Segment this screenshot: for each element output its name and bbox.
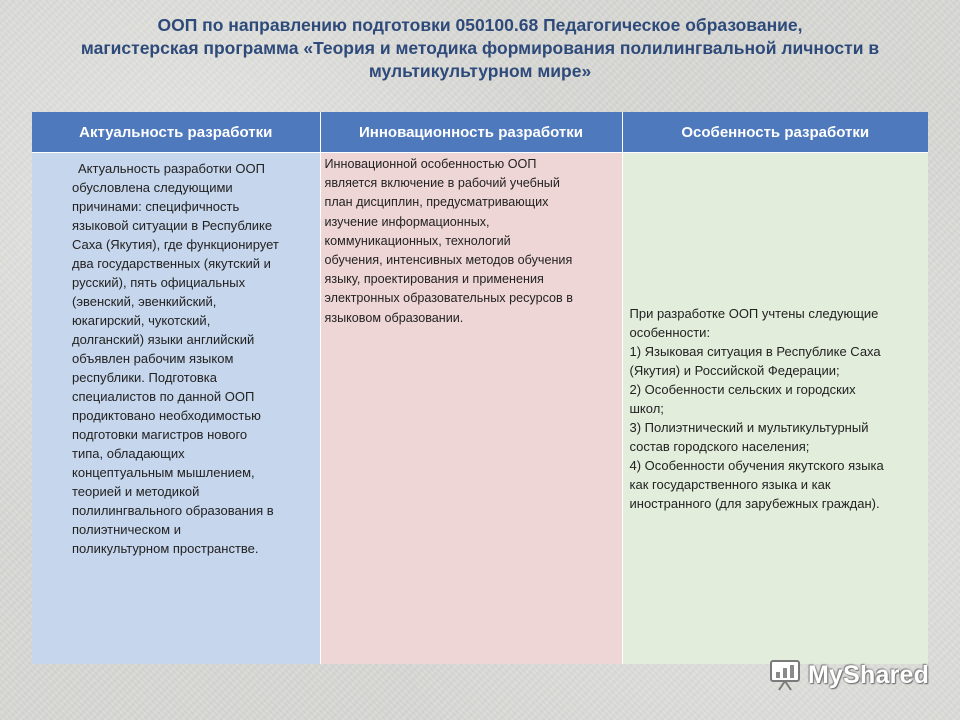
innovation-line: электронных образовательных ресурсов в <box>324 291 573 306</box>
relevance-line: причинами: специфичность <box>72 199 240 214</box>
relevance-line: типа, обладающих <box>72 446 185 461</box>
feature-line: состав городского населения; <box>629 439 810 454</box>
relevance-line: долганский) языки английский <box>72 332 255 347</box>
relevance-line: Актуальность разработки ООП <box>78 161 266 176</box>
myshared-watermark <box>768 657 929 693</box>
feature-line: 1) Языковая ситуация в Республике Саха <box>629 344 881 359</box>
innovation-line: языку, проектирования и применения <box>324 272 544 287</box>
feature-line: школ; <box>629 401 664 416</box>
feature-line: 2) Особенности сельских и городских <box>629 382 856 397</box>
relevance-line: теорией и методикой <box>72 484 200 499</box>
feature-line: как государственного языка и как <box>629 477 831 492</box>
relevance-line: полилингвального образования в <box>72 503 274 518</box>
innovation-line: план дисциплин, предусматривающих <box>324 195 549 210</box>
brand-name: MyShared <box>808 660 930 689</box>
header-innovation: Инновационность разработки <box>320 112 622 153</box>
relevance-text <box>32 153 320 558</box>
relevance-line: концептуальным мышлением, <box>72 465 255 480</box>
relevance-line: продиктовано необходимостью <box>72 408 261 423</box>
feature-line: особенности: <box>629 325 711 340</box>
program-table <box>32 112 928 664</box>
relevance-line: русский), пять официальных <box>72 275 246 290</box>
feature-line: 3) Полиэтнический и мультикультурный <box>629 420 869 435</box>
relevance-line: языковой ситуации в Республике <box>72 218 273 233</box>
slide-title <box>0 14 960 83</box>
feature-line: При разработке ООП учтены следующие <box>629 306 879 321</box>
table-row <box>32 153 928 665</box>
relevance-line: (эвенский, эвенкийский, <box>72 294 217 309</box>
innovation-text <box>321 153 622 328</box>
relevance-line: объявлен рабочим языком <box>72 351 234 366</box>
relevance-line: обусловлена следующими <box>72 180 233 195</box>
innovation-line: обучения, интенсивных методов обучения <box>324 253 573 268</box>
header-feature: Особенность разработки <box>622 112 928 153</box>
innovation-line: коммуникационных, технологий <box>324 233 511 248</box>
feature-line: иностранного (для зарубежных граждан). <box>629 496 880 511</box>
title-line-2: магистерская программа «Теория и методика формирования полилингвальной личности в <box>80 38 880 58</box>
innovation-cell <box>320 153 622 665</box>
presentation-board-icon <box>768 658 802 692</box>
innovation-line: изучение информационных, <box>324 214 490 229</box>
relevance-line: подготовки магистров нового <box>72 427 248 442</box>
relevance-line: юкагирский, чукотский, <box>72 313 211 328</box>
relevance-line: полиэтническом и <box>72 522 181 537</box>
relevance-line: поликультурном пространстве. <box>72 541 259 556</box>
innovation-line: является включение в рабочий учебный <box>324 176 560 191</box>
header-relevance: Актуальность разработки <box>32 112 320 153</box>
feature-line: (Якутия) и Российской Федерации; <box>629 363 840 378</box>
title-line-3: мультикультурном мире» <box>368 61 592 81</box>
innovation-line: Инновационной особенностью ООП <box>324 157 537 171</box>
feature-line: 4) Особенности обучения якутского языка <box>629 458 884 473</box>
relevance-line: Саха (Якутия), где функционирует <box>72 237 279 252</box>
relevance-line: два государственных (якутский и <box>72 256 271 271</box>
innovation-line: языковом образовании. <box>324 310 464 325</box>
relevance-cell <box>32 153 320 665</box>
table-header-row <box>32 112 928 153</box>
relevance-line: республики. Подготовка <box>72 370 217 385</box>
relevance-line: специалистов по данной ООП <box>72 389 255 404</box>
feature-cell <box>622 153 928 665</box>
feature-text <box>623 304 929 513</box>
title-line-1: ООП по направлению подготовки 050100.68 Педагогическое образование, <box>157 15 803 35</box>
